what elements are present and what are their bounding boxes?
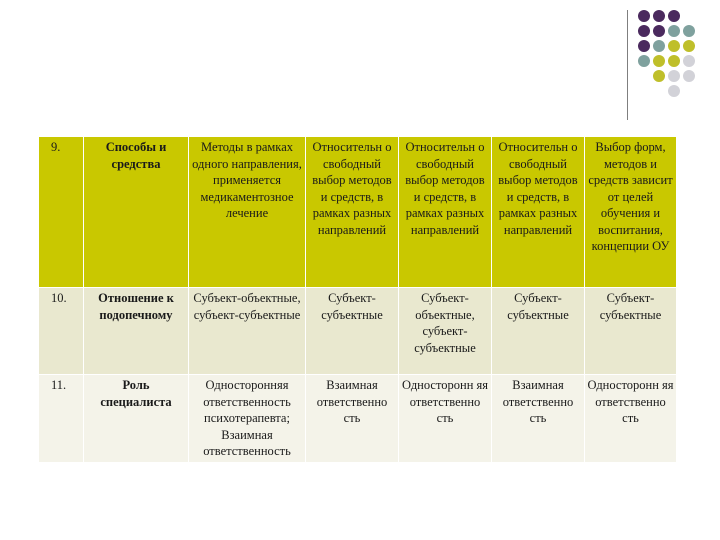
decor-dot bbox=[638, 55, 650, 67]
decor-dot bbox=[668, 70, 680, 82]
table-row bbox=[39, 288, 677, 375]
table-cell: Субъект-субъектные bbox=[492, 288, 585, 375]
decor-dot-grid bbox=[638, 10, 718, 120]
table-cell: Относительн о свободный выбор методов и средств, в рамках разных направлений bbox=[399, 137, 492, 288]
row-number: 11. bbox=[39, 375, 84, 463]
table-cell: Субъект-субъектные bbox=[306, 288, 399, 375]
table-row bbox=[39, 375, 677, 463]
row-number: 10. bbox=[39, 288, 84, 375]
decor-dot bbox=[653, 70, 665, 82]
table-row bbox=[39, 137, 677, 288]
table-cell: Односторонн яя ответственно сть bbox=[399, 375, 492, 463]
decor-dot bbox=[668, 55, 680, 67]
table-cell: Относительн о свободный выбор методов и средств, в рамках разных направлений bbox=[492, 137, 585, 288]
table-cell: Выбор форм, методов и средств зависит от целей обучения и воспитания, концепции ОУ bbox=[585, 137, 677, 288]
comparison-table bbox=[38, 136, 677, 463]
row-label: Отношение к подопечному bbox=[84, 288, 189, 375]
decor-dot bbox=[653, 55, 665, 67]
decor-dot bbox=[668, 40, 680, 52]
decor-dot bbox=[638, 10, 650, 22]
decor-dot bbox=[668, 10, 680, 22]
decor-dot bbox=[653, 40, 665, 52]
table-cell: Субъект-объектные, субъект-субъектные bbox=[189, 288, 306, 375]
decor-dot bbox=[653, 10, 665, 22]
decor-dot bbox=[638, 25, 650, 37]
table-cell: Взаимная ответственно сть bbox=[492, 375, 585, 463]
decor-dot bbox=[668, 25, 680, 37]
table-cell: Односторонн яя ответственно сть bbox=[585, 375, 677, 463]
decor-dot bbox=[668, 85, 680, 97]
row-number: 9. bbox=[39, 137, 84, 288]
table-cell: Методы в рамках одного направления, применяется медикаментозное лечение bbox=[189, 137, 306, 288]
row-label: Способы и средства bbox=[84, 137, 189, 288]
row-label: Роль специалиста bbox=[84, 375, 189, 463]
table-cell: Односторонняя ответственность психотерапевта; Взаимная ответственность bbox=[189, 375, 306, 463]
decor-dot bbox=[683, 40, 695, 52]
decor-dot bbox=[683, 70, 695, 82]
table-cell: Взаимная ответственно сть bbox=[306, 375, 399, 463]
decor-dot bbox=[683, 25, 695, 37]
decor-vertical-line bbox=[627, 10, 628, 120]
table-cell: Относительн о свободный выбор методов и средств, в рамках разных направлений bbox=[306, 137, 399, 288]
table-cell: Субъект-субъектные bbox=[585, 288, 677, 375]
decor-dot bbox=[683, 55, 695, 67]
decor-dot bbox=[638, 40, 650, 52]
decor-dot bbox=[653, 25, 665, 37]
table-cell: Субъект-объектные, субъект-субъектные bbox=[399, 288, 492, 375]
